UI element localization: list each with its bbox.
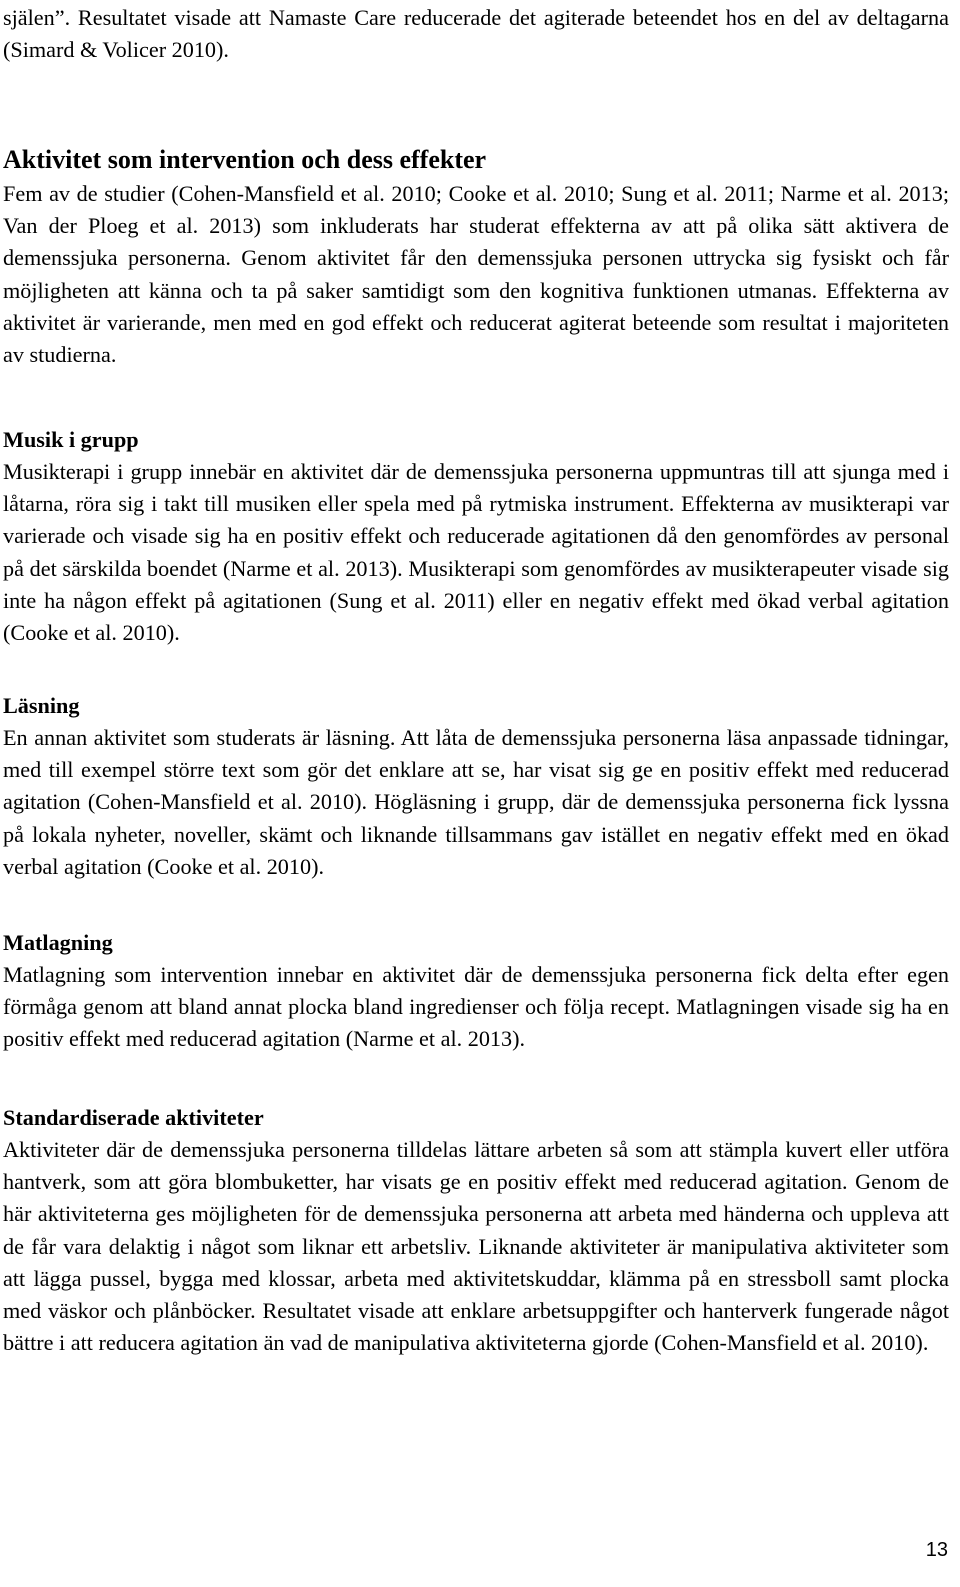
- section-body-matlagning: Matlagning som intervention innebar en aktivitet där de demenssjuka personerna fick delta efter egen förmåga genom att bland annat plocka bland ingredienser och följa recept. Matlagningen visade sig ha en positiv effekt med reducerad agitation (Narme et al. 2013).: [3, 962, 949, 1052]
- section-heading-standardiserade: Standardiserade aktiviteter: [3, 1105, 264, 1130]
- section-body-standardiserade: Aktiviteter där de demenssjuka personerna tilldelas lättare arbeten så som att stämpla kuvert eller utföra hantverk, som att göra blombuketter, har visats ge en positiv effekt med reducerad agitation. Genom de här aktiviteterna ges möjligheten för de demenssjuka personerna att arbeta med händerna och uppleva att de får vara delaktig i något som liknar ett arbetsliv. Liknande aktiviteter är manipulativa aktiviteter som att lägga pussel, bygga med klossar, arbeta med aktivitetskuddar, klämma på en stressboll samt plocka med väskor och plånböcker. Resultatet visade att enklare arbetsuppgifter och hanterverk fungerade något bättre i att reducera agitation än vad de manipulativa aktiviteterna gjorde (Cohen-Mansfield et al. 2010).: [3, 1137, 949, 1356]
- intro-paragraph: själen”. Resultatet visade att Namaste Care reducerade det agiterade beteendet hos en del av deltagarna (Simard & Volicer 2010).: [3, 5, 949, 63]
- section-heading-lasning: Läsning: [3, 693, 80, 718]
- section-heading-musik: Musik i grupp: [3, 427, 139, 452]
- section-body-lasning: En annan aktivitet som studerats är läsning. Att låta de demenssjuka personerna läsa anpassade tidningar, med till exempel större text som gör det enklare att se, har visat sig ge en positiv effekt med reducerad agitation (Cohen-Mansfield et al. 2010). Högläsning i grupp, där de demenssjuka personerna fick lyssna på lokala nyheter, noveller, skämt och liknande tillsammans gav istället en negativ effekt med en ökad verbal agitation (Cooke et al. 2010).: [3, 725, 949, 879]
- section-body-aktivitet: Fem av de studier (Cohen-Mansfield et al. 2010; Cooke et al. 2010; Sung et al. 2011; Narme et al. 2013; Van der Ploeg et al. 2013) som inkluderats har studerat effekterna av att på olika sätt aktivera de demenssjuka personerna. Genom aktivitet får den demenssjuka personen uttrycka sig fysiskt och får möjligheten att känna och ta på saker samtidigt som den kognitiva funktionen utmanas. Effekterna av aktivitet är varierande, men med en god effekt och reducerat agiterat beteende som resultat i majoriteten av studierna.: [3, 181, 949, 368]
- section-body-musik: Musikterapi i grupp innebär en aktivitet där de demenssjuka personerna uppmuntras till att sjunga med i låtarna, röra sig i takt till musiken eller spela med på rytmiska instrument. Effekterna av musikterapi var varierade och visade sig ha en positiv effekt och reducerade agitationen då den genomfördes av personal på det särskilda boendet (Narme et al. 2013). Musikterapi som genomfördes av musikterapeuter visade sig inte ha någon effekt på agitationen (Sung et al. 2011) eller en negativ effekt med ökad verbal agitation (Cooke et al. 2010).: [3, 459, 949, 646]
- section-heading-aktivitet: Aktivitet som intervention och dess effekter: [3, 145, 487, 174]
- page-number: 13: [925, 1539, 948, 1561]
- section-heading-matlagning: Matlagning: [3, 930, 113, 955]
